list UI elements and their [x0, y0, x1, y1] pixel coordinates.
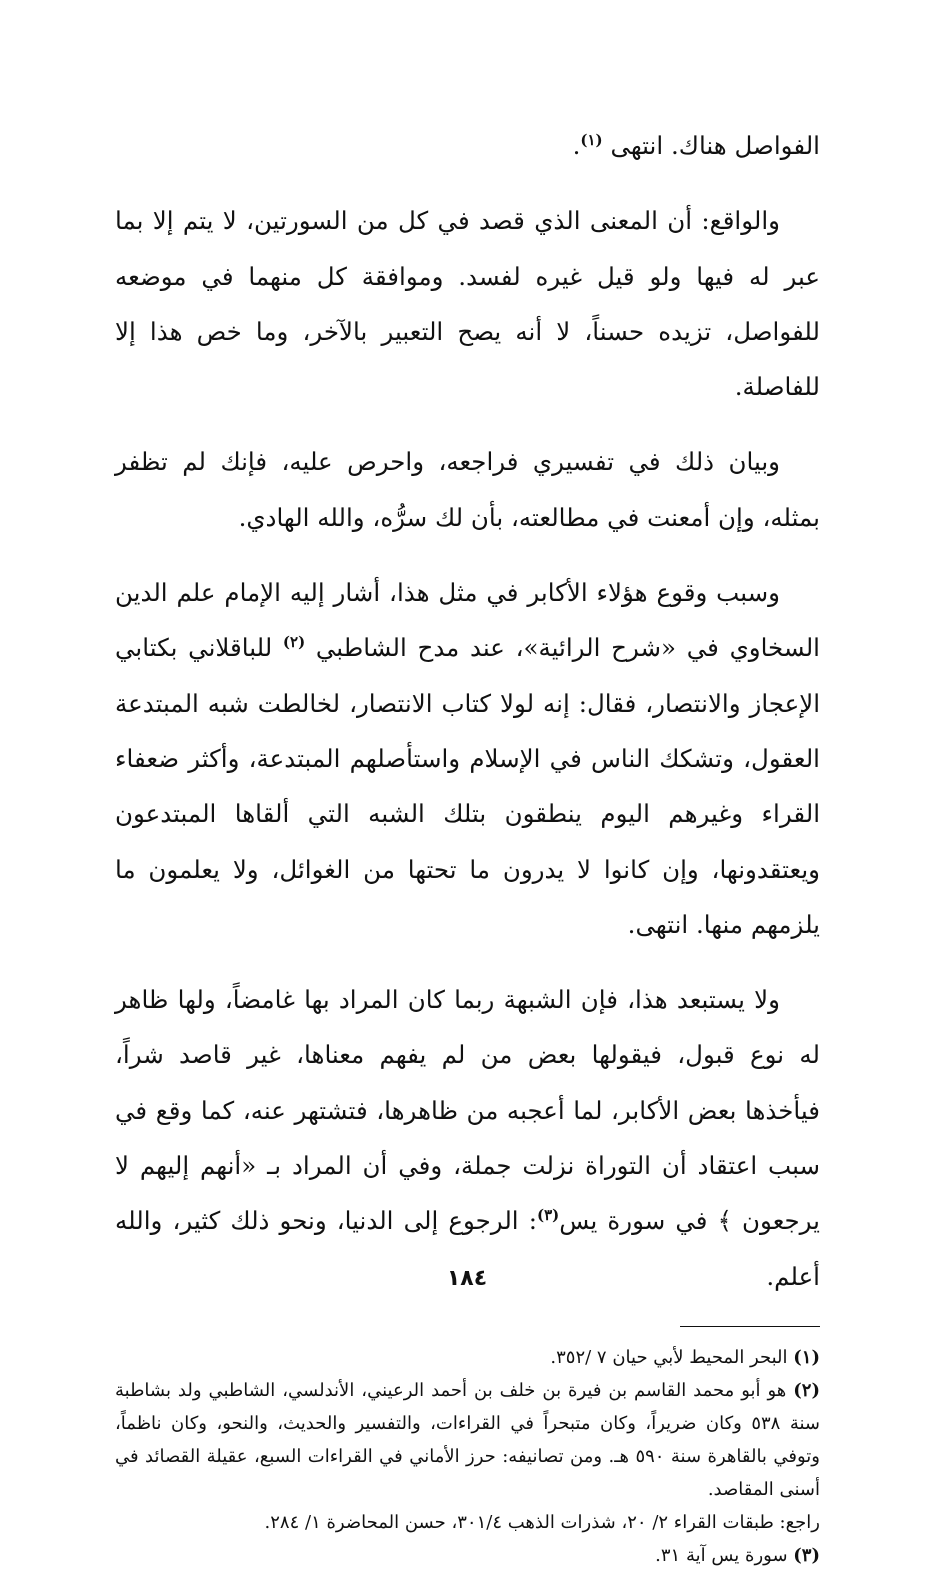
footnote-1-number: (١) — [793, 1346, 820, 1368]
paragraph-5 — [115, 972, 820, 1304]
paragraph-4-text-a: وسبب وقوع هؤلاء الأكابر في مثل هذا، أشار إليه الإمام علم الدين السخاوي في «شرح الرائية»، عند مدح الشاطبي — [115, 578, 820, 663]
page-content — [115, 118, 820, 1572]
footnote-2 — [115, 1374, 820, 1506]
footnote-2-number: (٢) — [793, 1379, 820, 1401]
footnote-3 — [115, 1539, 820, 1572]
paragraph-1-tail: . — [572, 131, 581, 160]
footnote-1-text: البحر المحيط لأبي حيان ٧ /٣٥٢. — [550, 1346, 788, 1368]
paragraph-4-text-b: للباقلاني بكتابي الإعجاز والانتصار، فقال: إنه لولا كتاب الانتصار، لخالطت شبه المبتدعة العقول، وتشكك الناس في الإسلام واستأصلهم المبتدعة، وأكثر ضعفاء القراء وغيرهم اليوم ينطقون بتلك الشبه التي ألقاها المبتدعون ويعتقدونها، وإن كانوا لا يدرون ما تحتها من الغوائل، ولا يعلمون ما يلزمهم منها. انتهى. — [115, 633, 820, 939]
footnote-divider — [680, 1326, 820, 1327]
paragraph-2: والواقع: أن المعنى الذي قصد في كل من السورتين، لا يتم إلا بما عبر له فيها ولو قيل غيره لفسد. وموافقة كل منهما في موضعه للفواصل، تزيده حسناً، لا أنه يصح التعبير بالآخر، وما خص هذا إلا للفاصلة. — [115, 206, 820, 402]
paragraph-3: وبيان ذلك في تفسيري فراجعه، واحرص عليه، فإنك لم تظفر بمثله، وإن أمعنت في مطالعته، بأن لك سرُّه، والله الهادي. — [115, 447, 820, 532]
page-number: ١٨٤ — [446, 1266, 488, 1291]
paragraph-1-text: الفواصل هناك. انتهى — [610, 131, 820, 160]
footnote-ref-3: (٣) — [536, 1206, 560, 1225]
footnote-2-text: هو أبو محمد القاسم بن فيرة بن خلف بن أحمد الرعيني، الأندلسي، الشاطبي ولد بشاطبة سنة ٥٣٨ وكان ضريراً، وكان متبحراً في القراءات، والتفسير والحديث، والنحو، وكان ناظماً، وتوفي بالقاهرة سنة ٥٩٠ هـ. ومن تصانيفه: حرز الأماني في القراءات السبع، عقيلة القصائد في أسنى المقاصد. — [115, 1379, 820, 1500]
body-text — [115, 118, 820, 1304]
footnote-3-text: سورة يس آية ٣١. — [655, 1544, 788, 1566]
footnote-ref-2: (٢) — [282, 633, 306, 652]
footnote-ref-1: (١) — [580, 130, 603, 149]
footnote-2-reference: راجع: طبقات القراء ٢/ ٢٠، شذرات الذهب ٣٠١/٤، حسن المحاضرة ١/ ٢٨٤. — [264, 1511, 820, 1533]
paragraph-4 — [115, 565, 820, 952]
footnotes — [115, 1341, 820, 1572]
paragraph-5-text-b: : الرجوع إلى الدنيا، ونحو ذلك كثير، والله أعلم. — [115, 1206, 820, 1291]
paragraph-5-text-a: ولا يستبعد هذا، فإن الشبهة ربما كان المراد بها غامضاً، ولها ظاهر له نوع قبول، فيقولها بعض من لم يفهم معناها، غير قاصد شراً، فيأخذها بعض الأكابر، لما أعجبه من ظاهرها، فتشتهر عنه، كما وقع في سبب اعتقاد أن التوراة نزلت جملة، وفي أن المراد بـ «أنهم إليهم لا يرجعون ﴾ في سورة يس — [115, 985, 821, 1236]
footnote-3-number: (٣) — [793, 1544, 820, 1566]
paragraph-1 — [115, 118, 820, 173]
footnote-1 — [115, 1341, 820, 1374]
